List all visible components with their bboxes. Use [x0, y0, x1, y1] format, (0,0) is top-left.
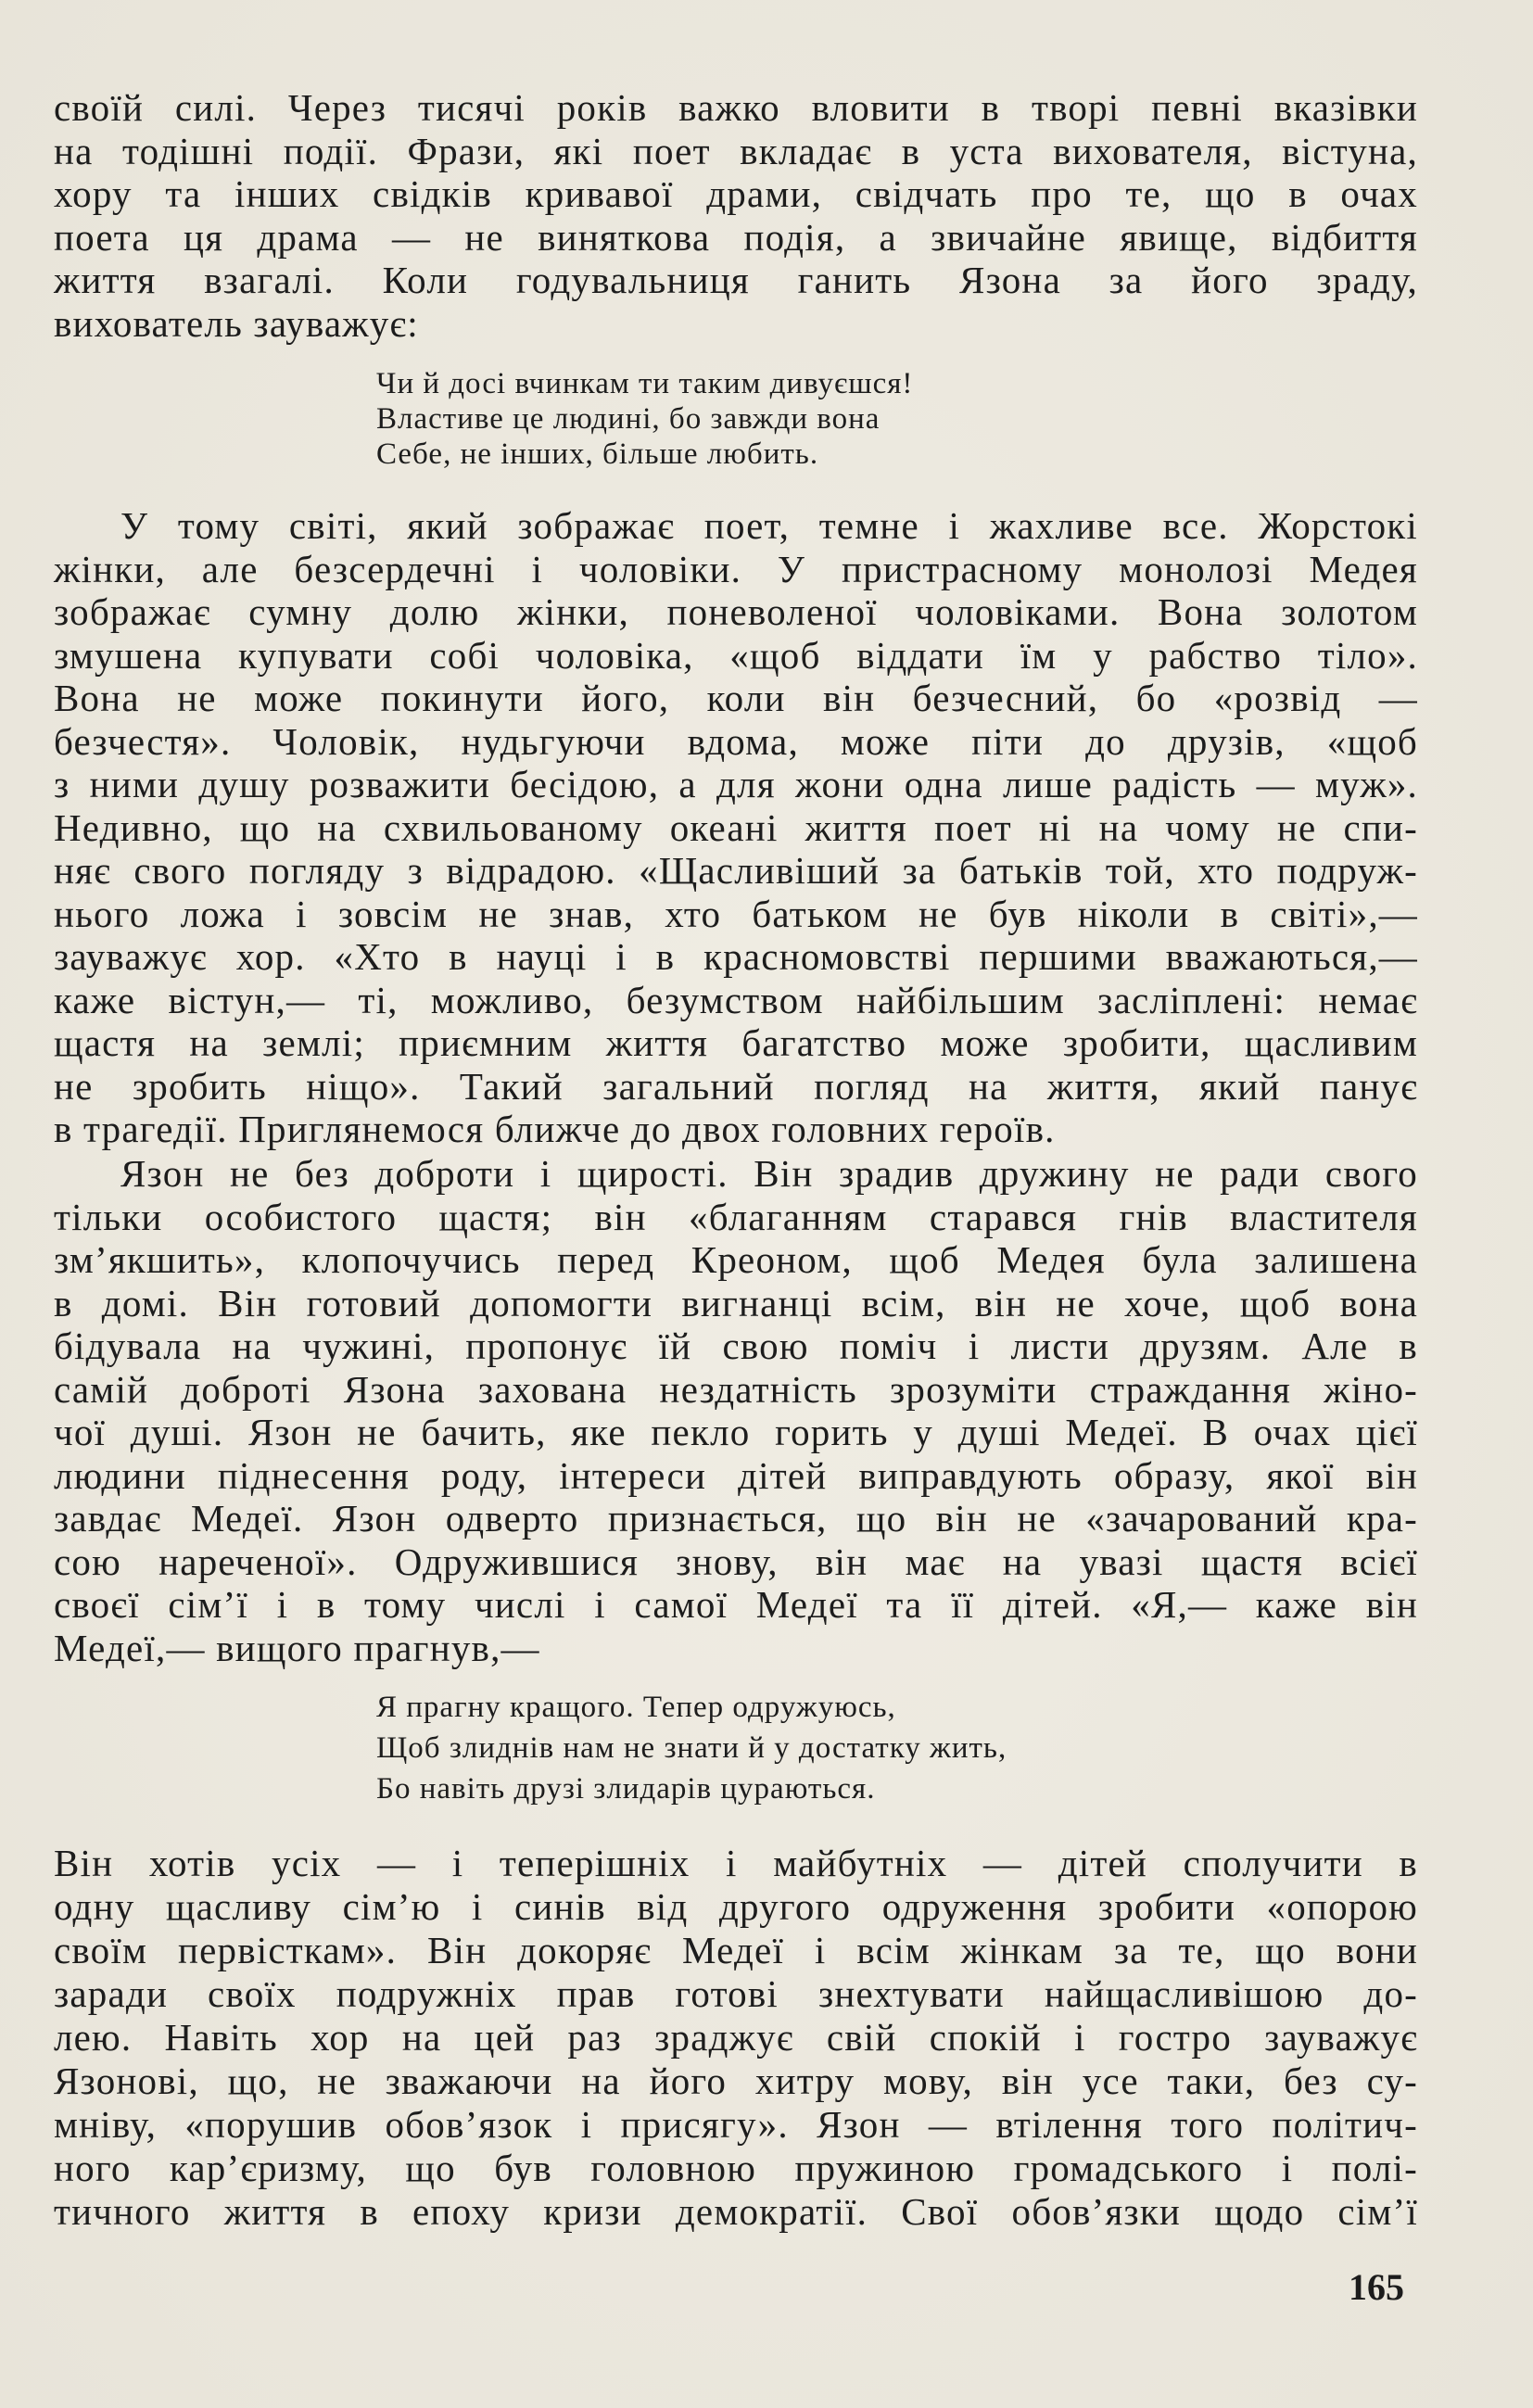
text-line: лею. Навіть хор на цей раз зраджує свій спокій і гостро зауважує [54, 2016, 1418, 2059]
text-line: тільки особистого щастя; він «благанням старався гнів властителя [54, 1195, 1418, 1238]
text-line: безчестя». Чоловік, нудьгуючи вдома, може піти до друзів, «щоб [54, 719, 1418, 763]
text-line: поета ця драма — не виняткова подія, а звичайне явище, відбиття [54, 215, 1418, 259]
paragraph-4 [54, 1842, 1418, 2234]
text-line: Недивно, що на схвильованому океані життя поет ні на чому не спи- [54, 805, 1418, 849]
text-line: ного кар’єризму, що був головною пружиною громадського і полі- [54, 2147, 1418, 2189]
text-line: няє свого погляду з відрадою. «Щасливіший за батьків той, хто подруж- [54, 849, 1418, 892]
text-line: У тому світі, який зображає поет, темне і жахливе все. Жорстокі [120, 504, 1418, 547]
text-line: Язонові, що, не зважаючи на його хитру мову, він усе таки, без су- [54, 2059, 1418, 2102]
text-line: своїй силі. Через тисячі років важко вловити в творі певні вказівки [54, 86, 1418, 129]
text-line: своєї сім’ї і в тому числі і самої Медеї та її дітей. «Я,— каже він [54, 1583, 1418, 1626]
text-line: хору та інших свідків кривавої драми, свідчать про те, що в очах [54, 172, 1418, 215]
text-line: не зробить ніщо». Такий загальний погляд на життя, який панує [54, 1064, 1418, 1108]
text-line: завдає Медеї. Язон одверто признається, що він не «зачарований кра- [54, 1497, 1418, 1540]
text-line: Він хотів усіх — і теперішніх і майбутніх — дітей сполучити в [54, 1842, 1418, 1884]
text-line: бідувала на чужині, пропонує їй свою поміч і листи друзям. Але в [54, 1324, 1418, 1367]
text-line: вихователь зауважує: [54, 301, 419, 345]
text-line: щастя на землі; приємним життя багатство може зробити, щасливим [54, 1021, 1418, 1064]
text-line: сою нареченої». Одружившися знову, він має на увазі щастя всієї [54, 1540, 1418, 1583]
text-line: жінки, але безсердечні і чоловіки. У пристрасному монолозі Медея [54, 547, 1418, 590]
verse-line: Себе, не інших, більше любить. [376, 437, 819, 471]
verse-quote-2 [376, 1687, 1007, 1809]
text-line: нього ложа і зовсім не знав, хто батьком не був ніколи в світі»,— [54, 892, 1418, 935]
text-line: зм’якшить», клопочучись перед Креоном, щоб Медея була залишена [54, 1238, 1418, 1281]
text-line: з ними душу розважити бесідою, а для жони одна лише радість — муж». [54, 763, 1418, 805]
text-line: одну щасливу сім’ю і синів від другого одруження зробити «опорою [54, 1885, 1418, 1928]
text-line: самій доброті Язона захована нездатність зрозуміти страждання жіно- [54, 1367, 1418, 1411]
page-number: 165 [1349, 2266, 1404, 2308]
verse-line: Я прагну кращого. Тепер одружуюсь, [376, 1691, 896, 1724]
text-line: каже вістун,— ті, можливо, безумством найбільшим засліплені: немає [54, 978, 1418, 1021]
verse-line: Властиве це людині, бо завжди вона [376, 402, 881, 436]
text-line: заради своїх подружніх прав готові знехтувати найщасливішою до- [54, 1972, 1418, 2015]
paragraph-3 [54, 1152, 1418, 1669]
text-line: людини піднесення роду, інтереси дітей виправдують образу, якої він [54, 1453, 1418, 1497]
text-line: на тодішні події. Фрази, які поет вкладає в уста вихователя, вістуна, [54, 129, 1418, 172]
text-line: чої душі. Язон не бачить, яке пекло горить у душі Медеї. В очах цієї [54, 1411, 1418, 1453]
verse-line: Чи й досі вчинкам ти таким дивуєшся! [376, 367, 914, 400]
verse-line: Щоб злиднів нам не знати й у достатку жить, [376, 1731, 1007, 1765]
text-line: Язон не без доброти і щирості. Він зрадив дружину не ради свого [120, 1152, 1418, 1195]
text-line: Вона не може покинути його, коли він безчесний, бо «розвід — [54, 677, 1418, 719]
text-line: своїм первісткам». Він докоряє Медеї і всім жінкам за те, що вони [54, 1929, 1418, 1971]
paragraph-2 [54, 504, 1418, 1151]
text-line: змушена купувати собі чоловіка, «щоб віддати їм у рабство тіло». [54, 633, 1418, 677]
text-line: тичного життя в епоху кризи демократії. Свої обов’язки щодо сім’ї [54, 2190, 1418, 2233]
verse-line: Бо навіть друзі злидарів цураються. [376, 1772, 876, 1806]
text-line: зображає сумну долю жінки, поневоленої чоловіками. Вона золотом [54, 590, 1418, 633]
text-line: в домі. Він готовий допомогти вигнанці всім, він не хоче, щоб вона [54, 1281, 1418, 1324]
paragraph-1 [54, 86, 1418, 345]
text-line: життя взагалі. Коли годувальниця ганить Язона за його зраду, [54, 259, 1418, 301]
text-line: в трагедії. Приглянемося ближче до двох головних героїв. [54, 1108, 1056, 1150]
text-line: зауважує хор. «Хто в науці і в красномовстві першими вважаються,— [54, 935, 1418, 978]
text-line: Медеї,— вищого прагнув,— [54, 1626, 540, 1669]
text-line: мніву, «порушив обов’язок і присягу». Язон — втілення того політич- [54, 2103, 1418, 2146]
verse-quote-1 [376, 366, 913, 472]
